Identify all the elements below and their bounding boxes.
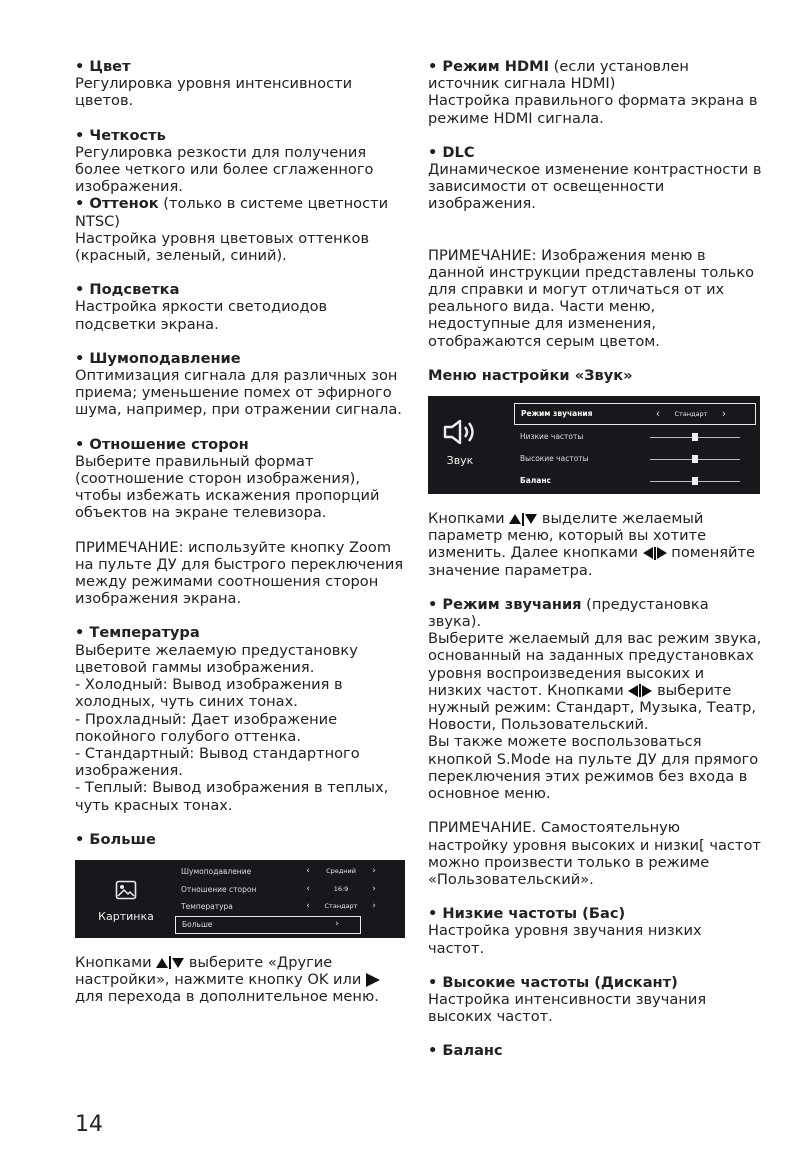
sound-row-label: Низкие частоты bbox=[520, 432, 584, 442]
speaker-icon bbox=[442, 418, 478, 446]
section-noise bbox=[75, 350, 405, 419]
bass-slider[interactable] bbox=[650, 437, 740, 438]
dlc-text: Динамическое изменение контрастности в зависимости от освещенности изображения. bbox=[428, 161, 762, 213]
arrow-left-icon bbox=[643, 547, 653, 559]
hdmi-text: Настройка правильного формата экрана в режиме HDMI сигнала. bbox=[428, 92, 758, 127]
right-column bbox=[428, 58, 762, 1077]
arrow-down-icon bbox=[525, 514, 537, 524]
picture-row-label: Больше bbox=[182, 920, 213, 930]
treble-slider[interactable] bbox=[650, 459, 740, 460]
balance-heading: • Баланс bbox=[428, 1042, 503, 1060]
sound-menu-heading: Меню настройки «Звук» bbox=[428, 366, 633, 384]
section-sound-heading bbox=[428, 367, 762, 384]
picture-menu-caption: Картинка bbox=[98, 909, 154, 923]
color-heading: • Цвет bbox=[75, 58, 131, 75]
chevron-right-icon[interactable]: › bbox=[721, 407, 727, 421]
more-text-a: Кнопками bbox=[75, 953, 152, 971]
nav-text-a: Кнопками bbox=[428, 510, 505, 528]
picture-row-aspect[interactable] bbox=[175, 881, 381, 899]
temperature-warm: - Теплый: Вывод изображения в теплых, чуть красных тонах. bbox=[75, 779, 389, 814]
temperature-cool: - Прохладный: Дает изображение покойного голубого оттенка. bbox=[75, 710, 338, 745]
picture-menu-icon-block bbox=[91, 880, 161, 925]
slider-knob[interactable] bbox=[692, 455, 698, 463]
temperature-intro: Выберите желаемую предустановку цветовой гаммы изображения. bbox=[75, 641, 358, 676]
hdmi-heading: • Режим HDMI bbox=[428, 58, 550, 75]
chevron-left-icon[interactable]: ‹ bbox=[655, 407, 661, 421]
aspect-text: Выберите правильный формат (соотношение сторон изображения), чтобы избежать искажения пропорций объектов на экране телевизора. bbox=[75, 452, 380, 522]
picture-row-label: Температура bbox=[181, 902, 233, 912]
more-instructions bbox=[75, 954, 405, 1006]
sound-menu-icon-block bbox=[430, 418, 490, 469]
chevron-right-icon[interactable]: › bbox=[335, 919, 339, 930]
more-heading: • Больше bbox=[75, 830, 156, 848]
section-more-instructions bbox=[75, 954, 405, 1006]
temperature-cold: - Холодный: Вывод изображения в холодных, чуть синих тонах. bbox=[75, 676, 343, 711]
section-dlc bbox=[428, 144, 762, 213]
sound-row-bass[interactable] bbox=[514, 428, 740, 446]
picture-row-label: Шумоподавление bbox=[181, 867, 252, 877]
chevron-right-icon[interactable]: › bbox=[372, 901, 376, 912]
note-zoom: ПРИМЕЧАНИЕ: используйте кнопку Zoom на пульте ДУ для быстрого переключения между режимами соотношения сторон изображения экрана. bbox=[75, 538, 404, 608]
section-balance bbox=[428, 1042, 762, 1059]
picture-row-value: Средний bbox=[326, 867, 356, 876]
picture-row-label: Отношение сторон bbox=[181, 885, 257, 895]
tint-suffix: (только в системе цветности NTSC) bbox=[75, 195, 389, 230]
sound-row-mode[interactable] bbox=[514, 403, 756, 425]
section-note-zoom bbox=[75, 539, 405, 608]
section-hdmi bbox=[428, 58, 762, 127]
sound-row-label: Режим звучания bbox=[521, 409, 593, 419]
more-text-c: для перехода в дополнительное меню. bbox=[75, 988, 379, 1006]
sound-menu-screenshot bbox=[428, 396, 760, 494]
arrow-up-icon bbox=[156, 958, 168, 968]
section-backlight bbox=[75, 281, 405, 333]
treble-heading: • Высокие частоты (Дискант) bbox=[428, 973, 678, 991]
balance-slider[interactable] bbox=[650, 481, 740, 482]
tint-heading: • Оттенок bbox=[75, 195, 159, 213]
separator-icon bbox=[654, 547, 656, 560]
picture-menu-screenshot bbox=[75, 860, 405, 938]
arrow-up-icon bbox=[509, 514, 521, 524]
temperature-standard: - Стандартный: Вывод стандартного изображения. bbox=[75, 744, 360, 780]
section-nav-instructions bbox=[428, 510, 762, 579]
sharpness-heading: • Четкость bbox=[75, 126, 166, 144]
picture-icon bbox=[115, 880, 137, 900]
more-text-b: выберите «Другие настройки», нажмите кнопку OK или bbox=[75, 953, 362, 989]
chevron-right-icon[interactable]: › bbox=[372, 866, 376, 877]
color-text: Регулировка уровня интенсивности цветов. bbox=[75, 75, 353, 110]
temperature-heading: • Температура bbox=[75, 624, 200, 642]
sound-mode-text-a: Выберите желаемый для вас режим звука, основанный на заданных предустановках уровня воспроизведения высоких и низких частот. Кнопками bbox=[428, 630, 762, 699]
noise-heading: • Шумоподавление bbox=[75, 349, 241, 367]
picture-row-value: 16:9 bbox=[333, 885, 349, 894]
sound-mode-suffix: (предустановка звука). bbox=[428, 595, 709, 631]
sound-row-treble[interactable] bbox=[514, 450, 740, 468]
tint-text: Настройка уровня цветовых оттенков (красный, зеленый, синий). bbox=[75, 229, 370, 265]
dlc-heading: • DLC bbox=[428, 143, 475, 161]
separator-icon bbox=[639, 684, 641, 697]
note-menu: ПРИМЕЧАНИЕ: Изображения меню в данной инструкции представлены только для справки и могут отличаться от их реального вида. Части меню, недоступные для изменения, отображаются серым цветом. bbox=[428, 246, 755, 350]
picture-row-noise[interactable] bbox=[175, 863, 381, 881]
section-aspect bbox=[75, 436, 405, 522]
sound-mode-text-c: Вы также можете воспользоваться кнопкой S.Mode на пульте ДУ для прямого переключения этих режимов без входа в основное меню. bbox=[428, 733, 759, 803]
picture-row-value: Стандарт bbox=[324, 902, 358, 911]
arrow-left-icon bbox=[628, 685, 638, 697]
bass-heading: • Низкие частоты (Бас) bbox=[428, 905, 626, 923]
sound-row-label: Высокие частоты bbox=[520, 454, 589, 464]
slider-knob[interactable] bbox=[692, 477, 698, 485]
arrow-down-icon bbox=[172, 958, 184, 968]
sharpness-text: Регулировка резкости для получения более четкого или более сглаженного изображения. bbox=[75, 143, 374, 196]
slider-knob[interactable] bbox=[692, 433, 698, 441]
chevron-left-icon[interactable]: ‹ bbox=[306, 884, 310, 895]
nav-instructions bbox=[428, 510, 762, 579]
section-bass bbox=[428, 905, 762, 957]
section-color bbox=[75, 58, 405, 110]
sound-row-balance[interactable] bbox=[514, 472, 740, 490]
hdmi-suffix: (если установлен источник сигнала HDMI) bbox=[428, 58, 689, 93]
treble-text: Настройка интенсивности звучания высоких частот. bbox=[428, 990, 707, 1026]
separator-icon bbox=[169, 956, 171, 969]
sound-row-value: Стандарт bbox=[674, 409, 708, 418]
noise-text: Оптимизация сигнала для различных зон приема; уменьшение помех от эфирного шума, например, при отражении сигнала. bbox=[75, 367, 402, 419]
sound-menu-caption: Звук bbox=[446, 454, 474, 468]
section-sound-mode bbox=[428, 596, 762, 802]
section-treble bbox=[428, 974, 762, 1026]
nav-text-b: выделите желаемый параметр меню, который вы хотите изменить. Далее кнопками bbox=[428, 510, 707, 562]
arrow-right-icon bbox=[366, 973, 380, 987]
section-sharpness bbox=[75, 127, 405, 265]
separator-icon bbox=[522, 513, 524, 526]
arrow-right-icon bbox=[642, 685, 652, 697]
picture-row-temperature[interactable] bbox=[175, 898, 381, 916]
note-custom: ПРИМЕЧАНИЕ. Самостоятельную настройку уровня высоких и низки[ частот можно произвести только в режиме «Пользовательский». bbox=[428, 819, 761, 888]
sound-mode-text-b: выберите нужный режим: Стандарт, Музыка, Театр, Новости, Пользовательский. bbox=[428, 681, 756, 734]
section-temperature bbox=[75, 624, 405, 813]
nav-text-c: поменяйте значение параметра. bbox=[428, 544, 756, 579]
aspect-heading: • Отношение сторон bbox=[75, 435, 249, 453]
bass-text: Настройка уровня звучания низких частот. bbox=[428, 922, 702, 957]
arrow-right-icon bbox=[657, 547, 667, 559]
sound-row-label: Баланс bbox=[520, 476, 551, 486]
section-note-menu bbox=[428, 247, 762, 350]
section-note-custom bbox=[428, 819, 762, 888]
section-more bbox=[75, 831, 405, 848]
backlight-heading: • Подсветка bbox=[75, 281, 180, 299]
chevron-left-icon[interactable]: ‹ bbox=[306, 866, 310, 877]
backlight-text: Настройка яркости светодиодов подсветки экрана. bbox=[75, 298, 328, 333]
left-column bbox=[75, 58, 405, 1023]
chevron-right-icon[interactable]: › bbox=[372, 884, 376, 895]
sound-mode-heading: • Режим звучания bbox=[428, 595, 582, 613]
chevron-left-icon[interactable]: ‹ bbox=[306, 901, 310, 912]
picture-row-more[interactable] bbox=[175, 916, 361, 934]
page-number: 14 bbox=[75, 1112, 103, 1137]
